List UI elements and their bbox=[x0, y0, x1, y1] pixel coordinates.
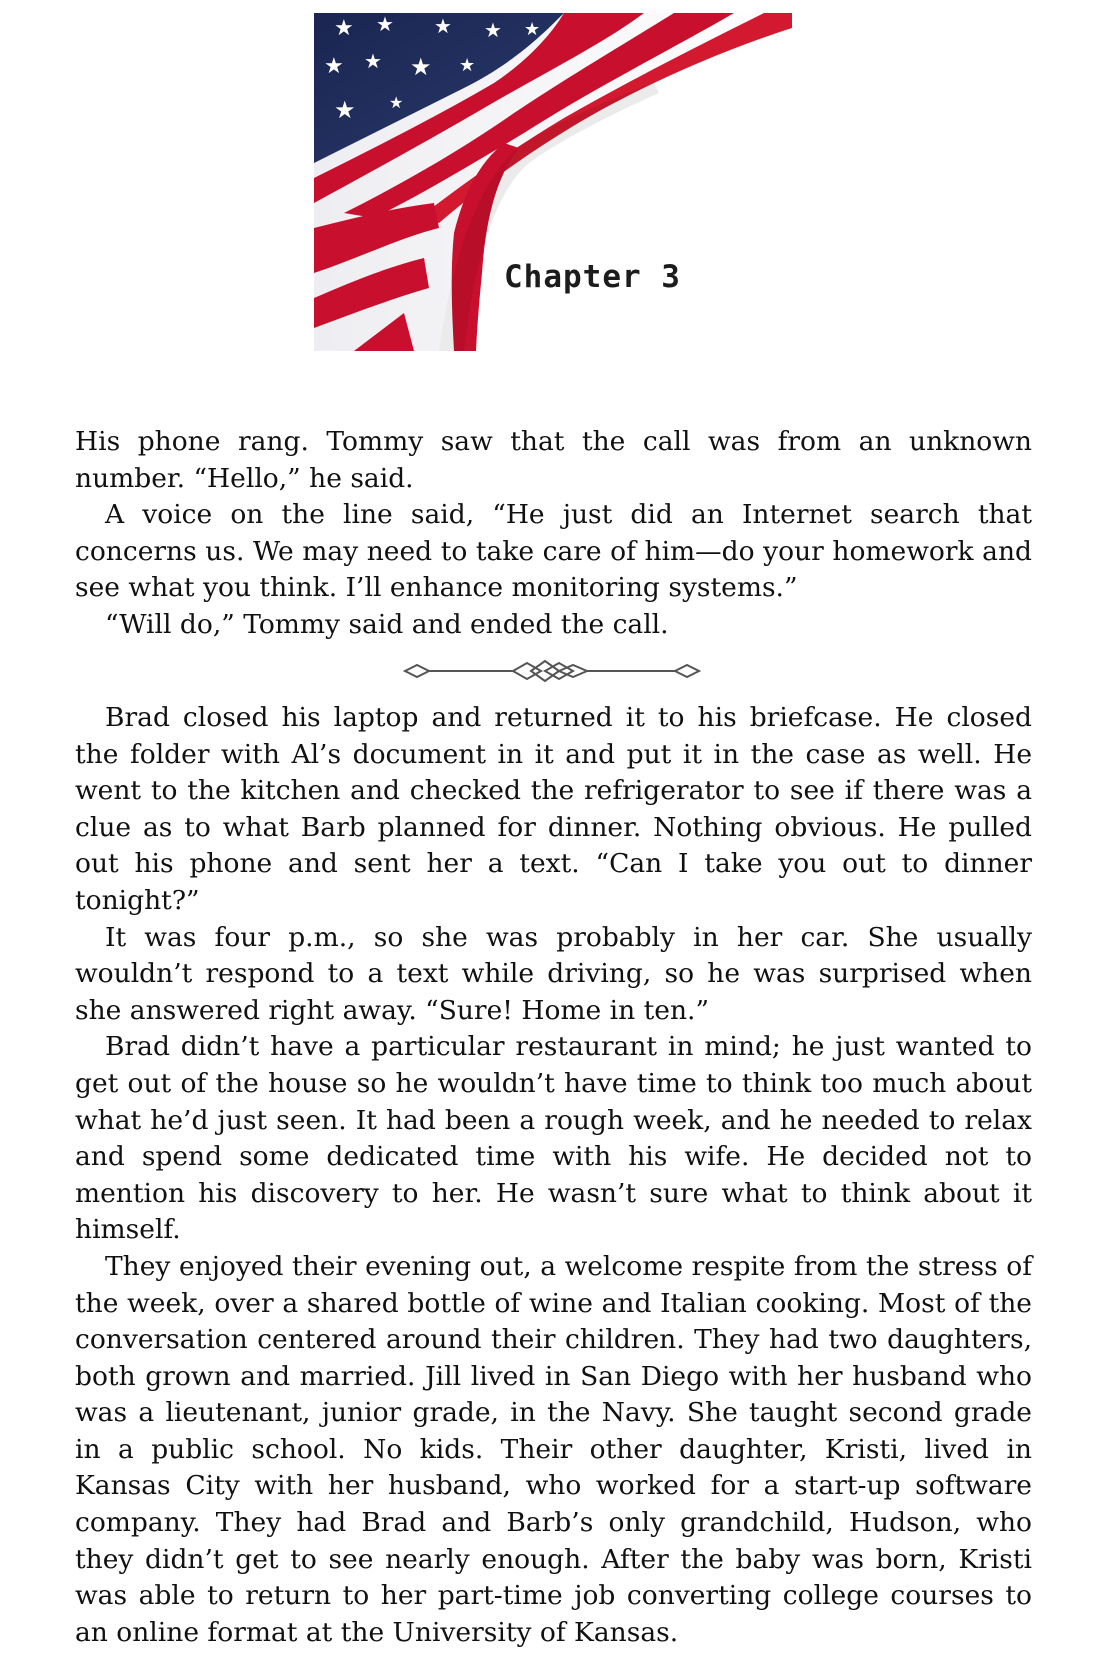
svg-text:★: ★ bbox=[434, 14, 452, 38]
svg-text:★: ★ bbox=[389, 93, 404, 112]
section-2 bbox=[75, 700, 1032, 1651]
svg-text:★: ★ bbox=[334, 16, 354, 41]
american-flag-image bbox=[314, 13, 792, 351]
paragraph: They enjoyed their evening out, a welcome respite from the stress of the week, over a shared bottle of wine and Italian cooking. Most of the conversation centered around their children. They had two daughters, both grown and married. Jill lived in San Diego with her husband who was a lieutenant, junior grade, in the Navy. She taught second grade in a public school. No kids. Their other daughter, Kristi, lived in Kansas City with her husband, who worked for a start-up software company. They had Brad and Barb’s only grandchild, Hudson, who they didn’t get to see nearly enough. After the baby was born, Kristi was able to return to her part-time job converting college courses to an online format at the University of Kansas. bbox=[75, 1250, 1032, 1648]
paragraph: Brad didn’t have a particular restaurant in mind; he just wanted to get out of the house so he wouldn’t have time to think too much about what he’d just seen. It had been a rough week, and he needed to relax and spend some dedicated time with his wife. He decided not to mention his discovery to her. He wasn’t sure what to think about it himself. bbox=[75, 1031, 1032, 1246]
svg-text:★: ★ bbox=[376, 13, 394, 36]
svg-text:★: ★ bbox=[334, 96, 356, 124]
paragraph: “Will do,” Tommy said and ended the call. bbox=[105, 608, 669, 640]
chapter-title: Chapter 3 bbox=[504, 259, 681, 295]
svg-text:★: ★ bbox=[364, 49, 382, 73]
ornamental-divider-icon bbox=[403, 656, 701, 686]
paragraph: It was four p.m., so she was probably in her car. She usually wouldn’t respond to a text while driving, so he was surprised when she answered right away. “Sure! Home in ten.” bbox=[75, 921, 1032, 1026]
flag-illustration bbox=[314, 13, 792, 351]
svg-text:★: ★ bbox=[484, 18, 502, 42]
svg-text:★: ★ bbox=[410, 53, 432, 81]
paragraph: His phone rang. Tommy saw that the call was from an unknown number. “Hello,” he said. bbox=[75, 426, 1032, 494]
section-1 bbox=[75, 424, 1032, 644]
paragraph: Brad closed his laptop and returned it to his briefcase. He closed the folder with Al’s document in it and put it in the case as well. He went to the kitchen and checked the refrigerator to see if there was a clue as to what Barb planned for dinner. Nothing obvious. He pulled out his phone and sent her a text. “Can I take you out to dinner tonight?” bbox=[75, 702, 1032, 916]
svg-text:★: ★ bbox=[324, 54, 344, 79]
svg-text:★: ★ bbox=[524, 19, 541, 40]
paragraph: A voice on the line said, “He just did an Internet search that concerns us. We may need to take care of him—do your homework and see what you think. I’ll enhance monitoring systems.” bbox=[75, 499, 1032, 604]
svg-text:★: ★ bbox=[459, 55, 476, 76]
